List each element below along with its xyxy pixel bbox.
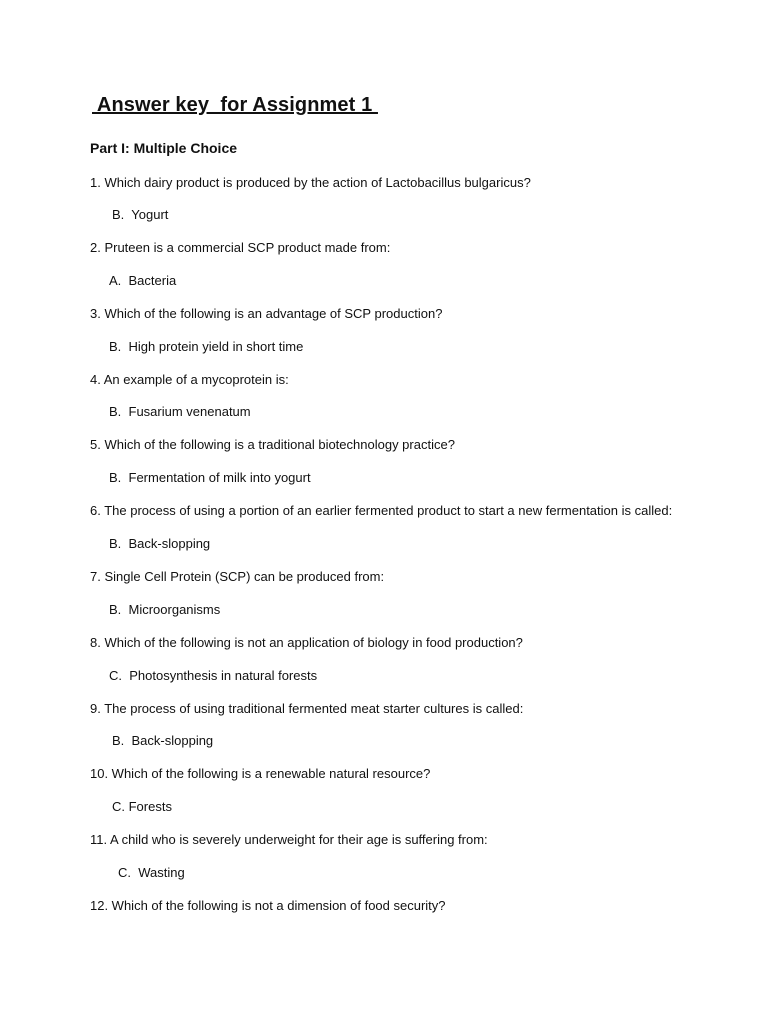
question-1: 1. Which dairy product is produced by the action of Lactobacillus bulgaricus?: [90, 175, 531, 190]
question-12: 12. Which of the following is not a dimension of food security?: [90, 898, 446, 913]
question-8: 8. Which of the following is not an application of biology in food production?: [90, 635, 523, 650]
question-11: 11. A child who is severely underweight for their age is suffering from:: [90, 832, 488, 847]
answer-11: C. Wasting: [118, 865, 185, 880]
question-2: 2. Pruteen is a commercial SCP product made from:: [90, 240, 391, 255]
question-9: 9. The process of using traditional fermented meat starter cultures is called:: [90, 701, 524, 716]
question-10: 10. Which of the following is a renewable natural resource?: [90, 766, 431, 781]
question-5: 5. Which of the following is a traditional biotechnology practice?: [90, 437, 455, 452]
question-7: 7. Single Cell Protein (SCP) can be produced from:: [90, 569, 385, 584]
answer-1: B. Yogurt: [112, 207, 169, 222]
answer-9: B. Back-slopping: [112, 733, 214, 748]
answer-3: B. High protein yield in short time: [109, 339, 304, 354]
answer-5: B. Fermentation of milk into yogurt: [109, 470, 311, 485]
question-3: 3. Which of the following is an advantage of SCP production?: [90, 306, 443, 321]
answer-2: A. Bacteria: [109, 273, 177, 288]
document-title: Answer key for Assignmet 1: [92, 94, 378, 116]
answer-7: B. Microorganisms: [109, 602, 221, 617]
answer-6: B. Back-slopping: [109, 536, 211, 551]
section-heading: Part I: Multiple Choice: [90, 140, 238, 156]
answer-4: B. Fusarium venenatum: [109, 404, 251, 419]
question-4: 4. An example of a mycoprotein is:: [90, 372, 289, 387]
question-6: 6. The process of using a portion of an earlier fermented product to start a new fermentation is called:: [90, 503, 673, 518]
answer-8: C. Photosynthesis in natural forests: [109, 668, 318, 683]
answer-10: C. Forests: [112, 799, 172, 814]
